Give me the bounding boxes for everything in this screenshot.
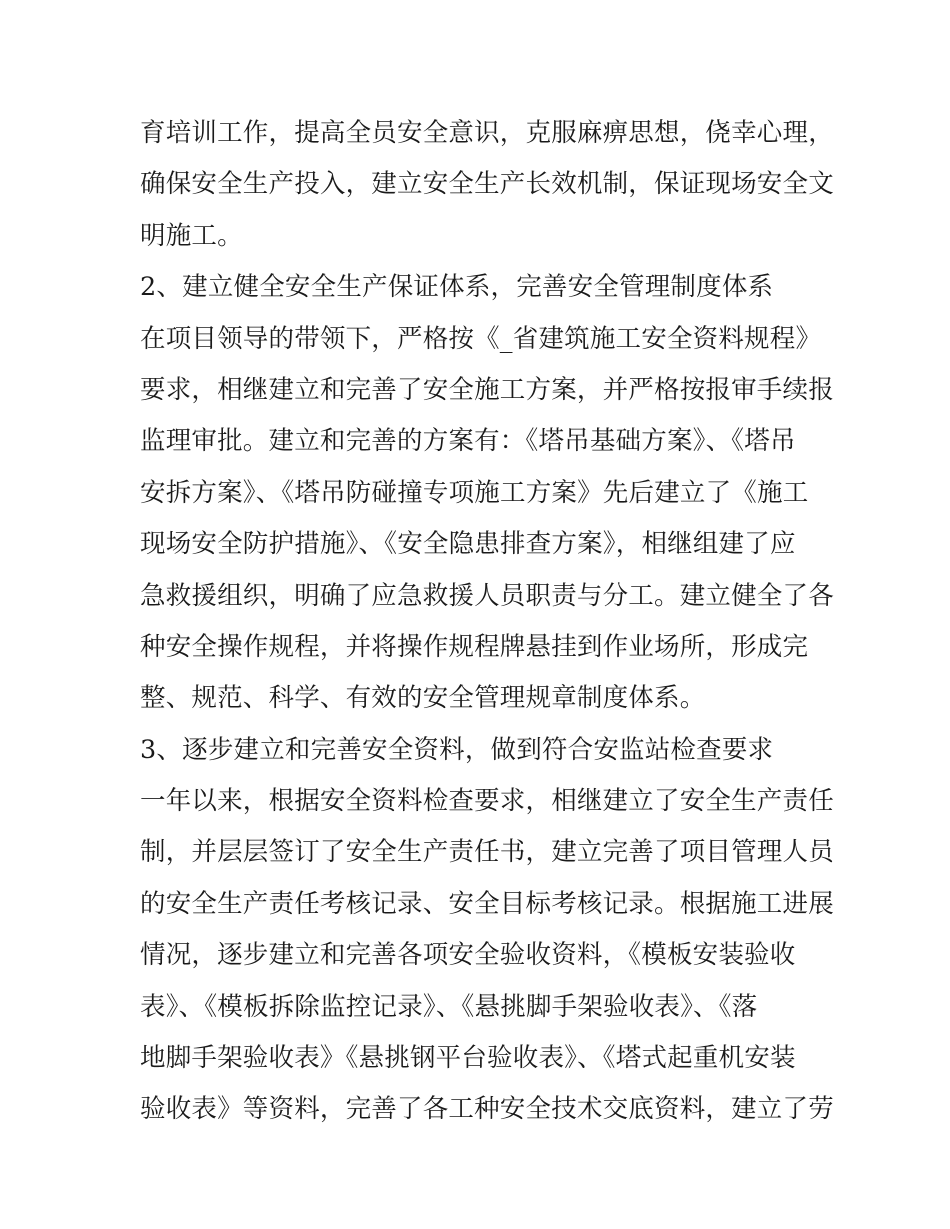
section-heading-2: 2、建立健全安全生产保证体系，完善安全管理制度体系 <box>140 272 774 303</box>
text-line: 一年以来，根据安全资料检查要求，相继建立了安全生产责任 <box>140 786 834 817</box>
text-line: 现场安全防护措施》、《安全隐患排查方案》，相继组建了应 <box>140 529 796 560</box>
text-line: 表》、《模板拆除监控记录》、《悬挑脚手架验收表》、《落 <box>140 991 758 1022</box>
text-line: 急救援组织，明确了应急救援人员职责与分工。建立健全了各 <box>140 580 834 611</box>
text-line: 制，并层层签订了安全生产责任书，建立完善了项目管理人员 <box>140 837 834 868</box>
text-line: 要求，相继建立和完善了安全施工方案，并严格按报审手续报 <box>140 374 834 405</box>
text-line: 确保安全生产投入，建立安全生产长效机制，保证现场安全文 <box>140 169 834 200</box>
body-text <box>140 108 834 1136</box>
text-line: 在项目领导的带领下，严格按《_省建筑施工安全资料规程》 <box>140 323 822 354</box>
text-line: 地脚手架验收表》《悬挑钢平台验收表》、《塔式起重机安装 <box>140 1043 796 1074</box>
text-line: 的安全生产责任考核记录、安全目标考核记录。根据施工进展 <box>140 888 834 919</box>
text-line: 明施工。 <box>140 220 243 251</box>
text-line: 验收表》等资料，完善了各工种安全技术交底资料，建立了劳 <box>140 1094 834 1125</box>
text-line: 育培训工作，提高全员安全意识，克服麻痹思想，侥幸心理， <box>140 118 834 148</box>
text-line: 整、规范、科学、有效的安全管理规章制度体系。 <box>140 683 706 714</box>
text-line: 种安全操作规程，并将操作规程牌悬挂到作业场所，形成完 <box>140 631 809 662</box>
text-line: 安拆方案》、《塔吊防碰撞专项施工方案》先后建立了《施工 <box>140 477 809 508</box>
text-line: 监理审批。建立和完善的方案有：《塔吊基础方案》、《塔吊 <box>140 426 796 457</box>
text-line: 情况，逐步建立和完善各项安全验收资料，《模板安装验收 <box>140 940 796 971</box>
section-heading-3: 3、逐步建立和完善安全资料，做到符合安监站检查要求 <box>140 734 774 765</box>
